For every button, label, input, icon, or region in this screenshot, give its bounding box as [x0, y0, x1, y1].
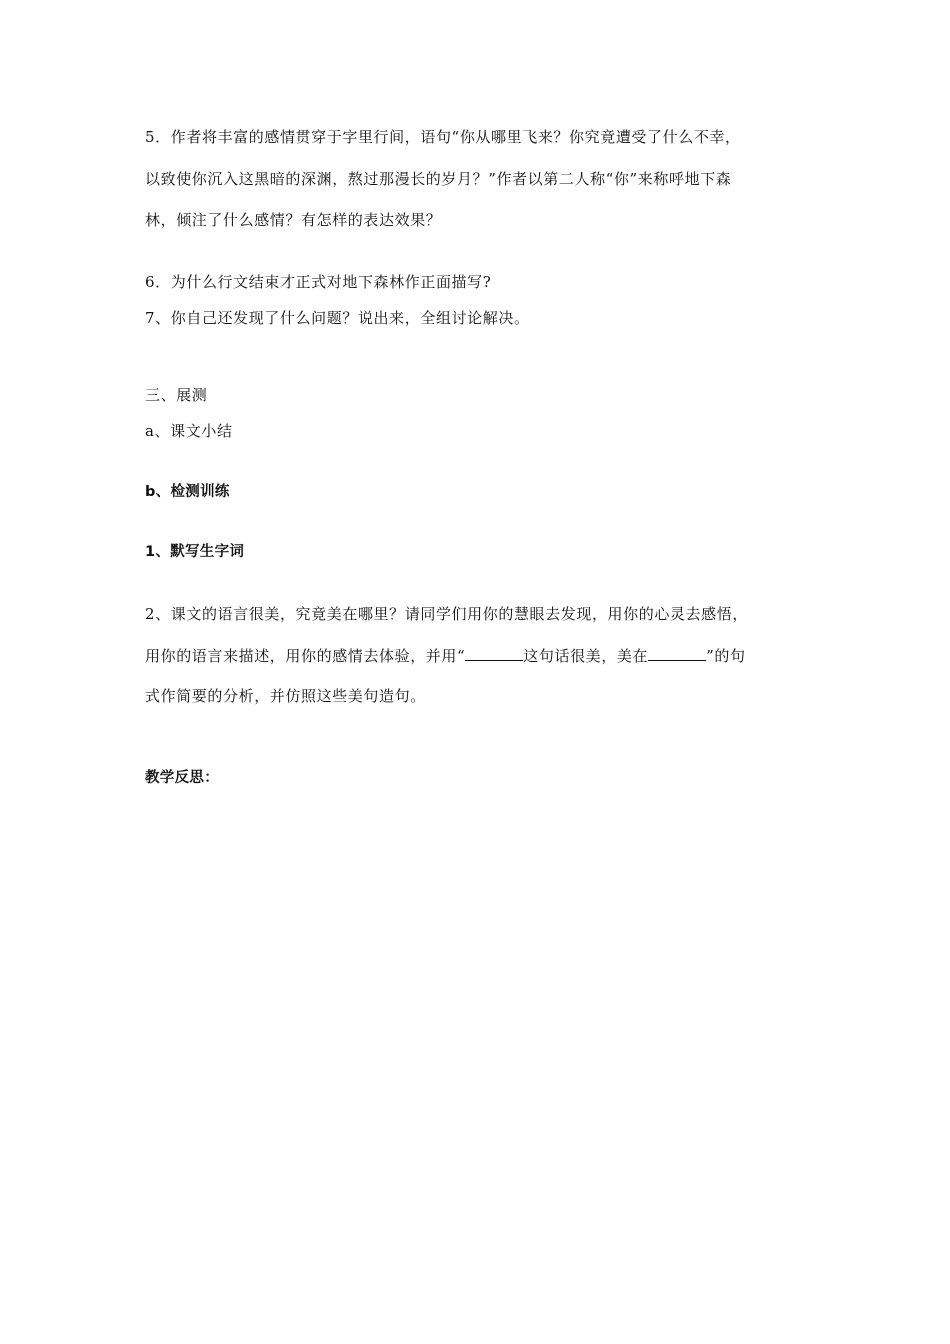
fill-blank-1 — [465, 646, 523, 661]
question-5-line-3: 林，倾注了什么感情？有怎样的表达效果？ — [145, 211, 442, 229]
section-heading-3: 三、展测 — [145, 386, 208, 404]
practice-item-2-line-3: 式作简要的分析，并仿照这些美句造句。 — [145, 687, 426, 705]
item-b-practice: b、检测训练 — [145, 484, 230, 500]
practice-item-1: 1、默写生字词 — [145, 544, 245, 560]
item-2-text-part-1: 用你的语言来描述，用你的感情去体验，并用“ — [145, 647, 466, 665]
fill-blank-2 — [648, 646, 706, 661]
item-2-text-part-2: 这句话很美，美在 — [523, 647, 649, 665]
item-a-summary: a、课文小结 — [145, 422, 233, 440]
practice-item-2-line-1: 2、课文的语言很美，究竟美在哪里？请同学们用你的慧眼去发现，用你的心灵去感悟， — [145, 605, 748, 623]
question-5-line-1: 5．作者将丰富的感情贯穿于字里行间，语句“你从哪里飞来？你究竟遭受了什么不幸， — [145, 128, 741, 146]
question-5-line-2: 以致使你沉入这黑暗的深渊，熬过那漫长的岁月？”作者以第二人称“你”来称呼地下森 — [145, 170, 732, 188]
question-6: 6．为什么行文结束才正式对地下森林作正面描写? — [145, 273, 492, 291]
item-2-text-part-3: ”的句 — [706, 647, 746, 665]
question-7: 7、你自己还发现了什么问题？说出来，全组讨论解决。 — [145, 309, 530, 327]
teaching-reflection-heading: 教学反思： — [145, 770, 219, 786]
practice-item-2-line-2 — [145, 646, 825, 666]
